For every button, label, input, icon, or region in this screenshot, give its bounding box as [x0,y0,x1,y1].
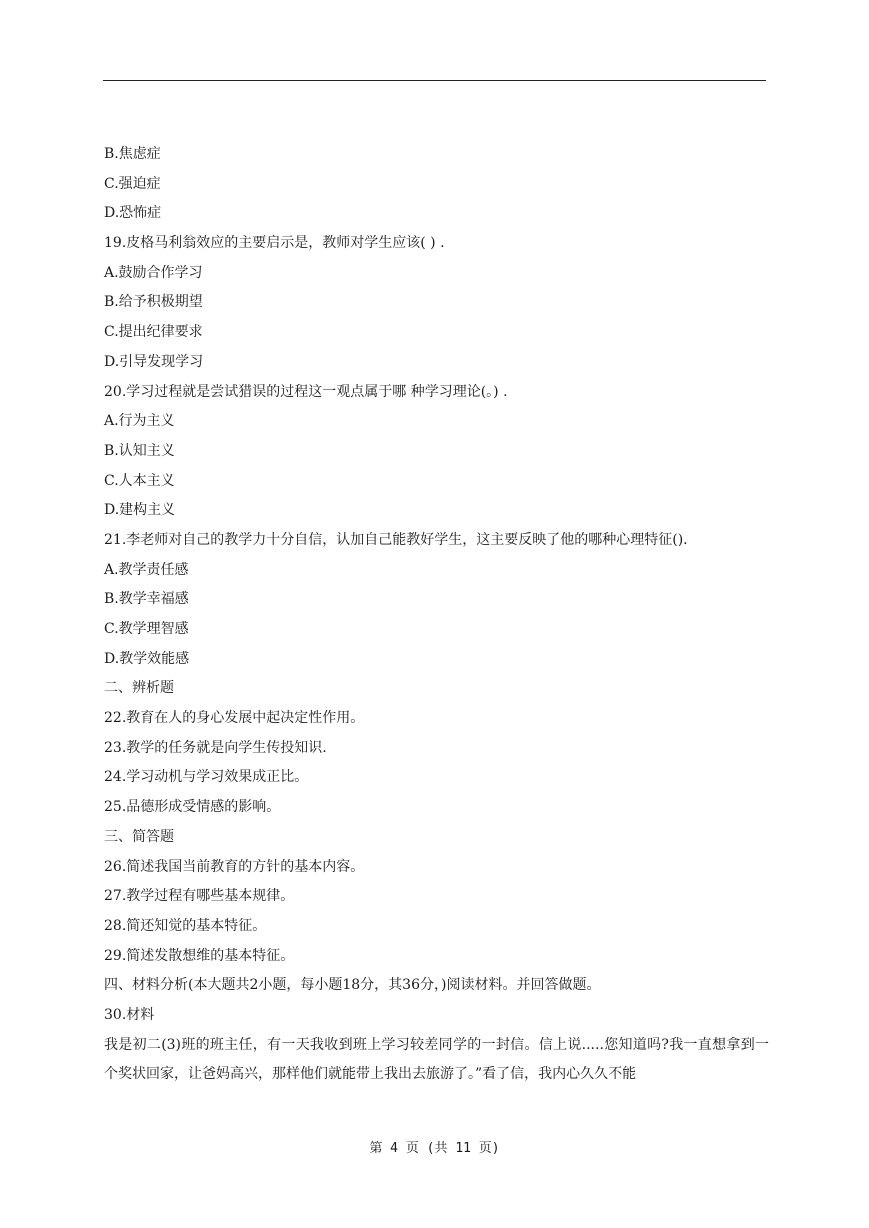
question-21: 21.李老师对自己的教学力十分自信，认加自己能教好学生，这主要反映了他的哪种心理特征(). [104,531,688,548]
question-24: 24.学习动机与学习效果成正比。 [104,769,309,786]
option-b: B.认知主义 [104,442,175,459]
option-c: C.人本主义 [104,472,175,489]
question-22: 22.教育在人的身心发展中起决定性作用。 [104,710,365,727]
question-29: 29.简述发散想维的基本特征。 [104,947,295,964]
option-d: D.建构主义 [104,502,176,519]
option-c: C.提出纪律要求 [104,324,203,341]
option-c: C.教学理智感 [104,621,189,637]
option-a: A.鼓励合作学习 [104,264,203,281]
question-27: 27.教学过程有哪些基本规律。 [104,888,295,905]
question-19: 19.皮格马利翁效应的主要启示是，教师对学生应该( ) . [104,235,445,252]
header-rule [103,80,766,81]
question-26: 26.简述我国当前教育的方针的基本内容。 [104,858,365,875]
question-25: 25.品德形成受情感的影响。 [104,799,281,816]
page-content [104,140,769,1090]
question-30: 30.材料 [104,1006,155,1023]
section-heading: 三、简答题 [104,828,174,845]
page-footer: 第 4 页 (共 11 页) [369,1141,500,1156]
option-b: B.给予积极期望 [104,294,203,311]
option-b: B.教学幸福感 [104,591,189,608]
question-28: 28.简还知觉的基本特征。 [104,917,267,934]
option-a: A.行为主义 [104,413,175,430]
question-23: 23.教学的任务就是向学生传投知识. [104,739,327,756]
option-d: D.教学效能感 [104,650,190,667]
section-heading: 二、辨析题 [104,680,174,697]
question-20: 20.学习过程就是尝试猎误的过程这一观点属于哪 种学习理论(。) . [104,383,508,400]
text-line: D.恐怖症 [104,205,162,222]
option-a: A.教学责任感 [104,561,189,578]
text-line: B.焦虑症 [104,146,161,162]
material-paragraph: 我是初二(3)班的班主任，有一天我收到班上学习较差同学的一封信。信上说.....您知道吗?我一直想拿到一个奖状回家，让爸妈高兴，那样他们就能带上我出去旅游了。”看了信，我内心久久不能 [104,1036,769,1083]
section-heading: 四、材料分析(本大题共2小题，每小题18分，其36分，)阅读材料。并回答做题。 [104,977,601,994]
option-d: D.引导发现学习 [104,353,204,370]
text-line: C.强迫症 [104,175,161,192]
